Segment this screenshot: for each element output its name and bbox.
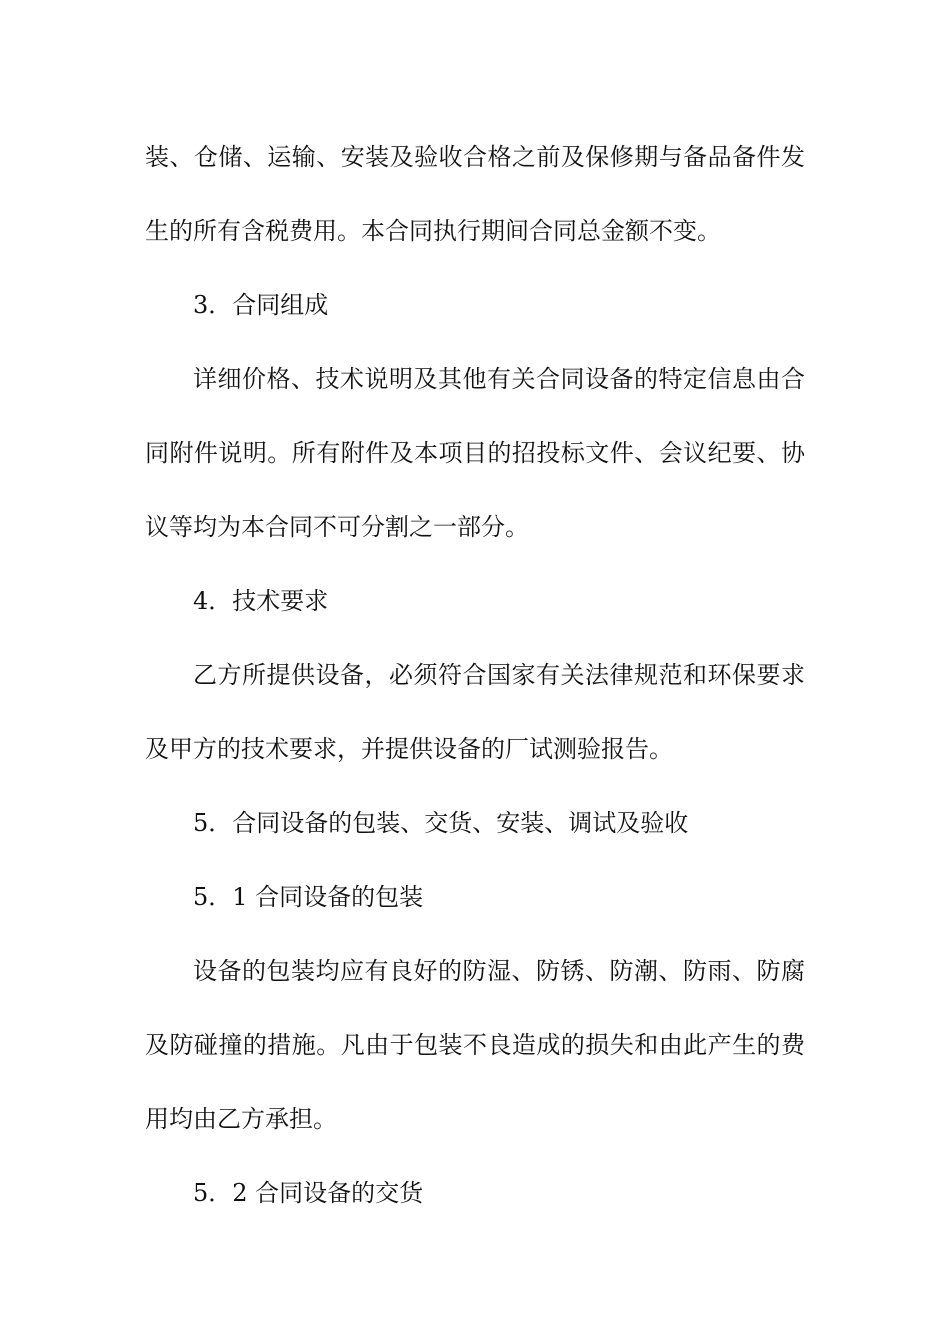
paragraph-line: 乙方所提供设备，必须符合国家有关法律规范和环保要求 [193,661,805,689]
paragraph-line: 及防碰撞的措施。凡由于包装不良造成的损失和由此产生的费 [145,1031,805,1059]
subsection-heading: 5．2 合同设备的交货 [193,1179,424,1207]
subsection-heading: 5．1 合同设备的包装 [193,883,424,911]
paragraph-line: 生的所有含税费用。本合同执行期间合同总金额不变。 [145,217,721,245]
section-heading: 3．合同组成 [193,291,329,319]
paragraph-line: 设备的包装均应有良好的防湿、防锈、防潮、防雨、防腐 [193,957,805,985]
paragraph-line: 议等均为本合同不可分割之一部分。 [145,513,529,541]
paragraph-line: 装、仓储、运输、安装及验收合格之前及保修期与备品备件发 [145,143,805,171]
section-heading: 4．技术要求 [193,587,329,615]
paragraph-line: 同附件说明。所有附件及本项目的招投标文件、会议纪要、协 [145,439,805,467]
section-heading: 5．合同设备的包装、交货、安装、调试及验收 [193,809,689,837]
paragraph-line: 详细价格、技术说明及其他有关合同设备的特定信息由合 [193,365,805,393]
document-body [145,120,805,1230]
paragraph-line: 用均由乙方承担。 [145,1105,337,1133]
paragraph-line: 及甲方的技术要求，并提供设备的厂试测验报告。 [145,735,673,763]
